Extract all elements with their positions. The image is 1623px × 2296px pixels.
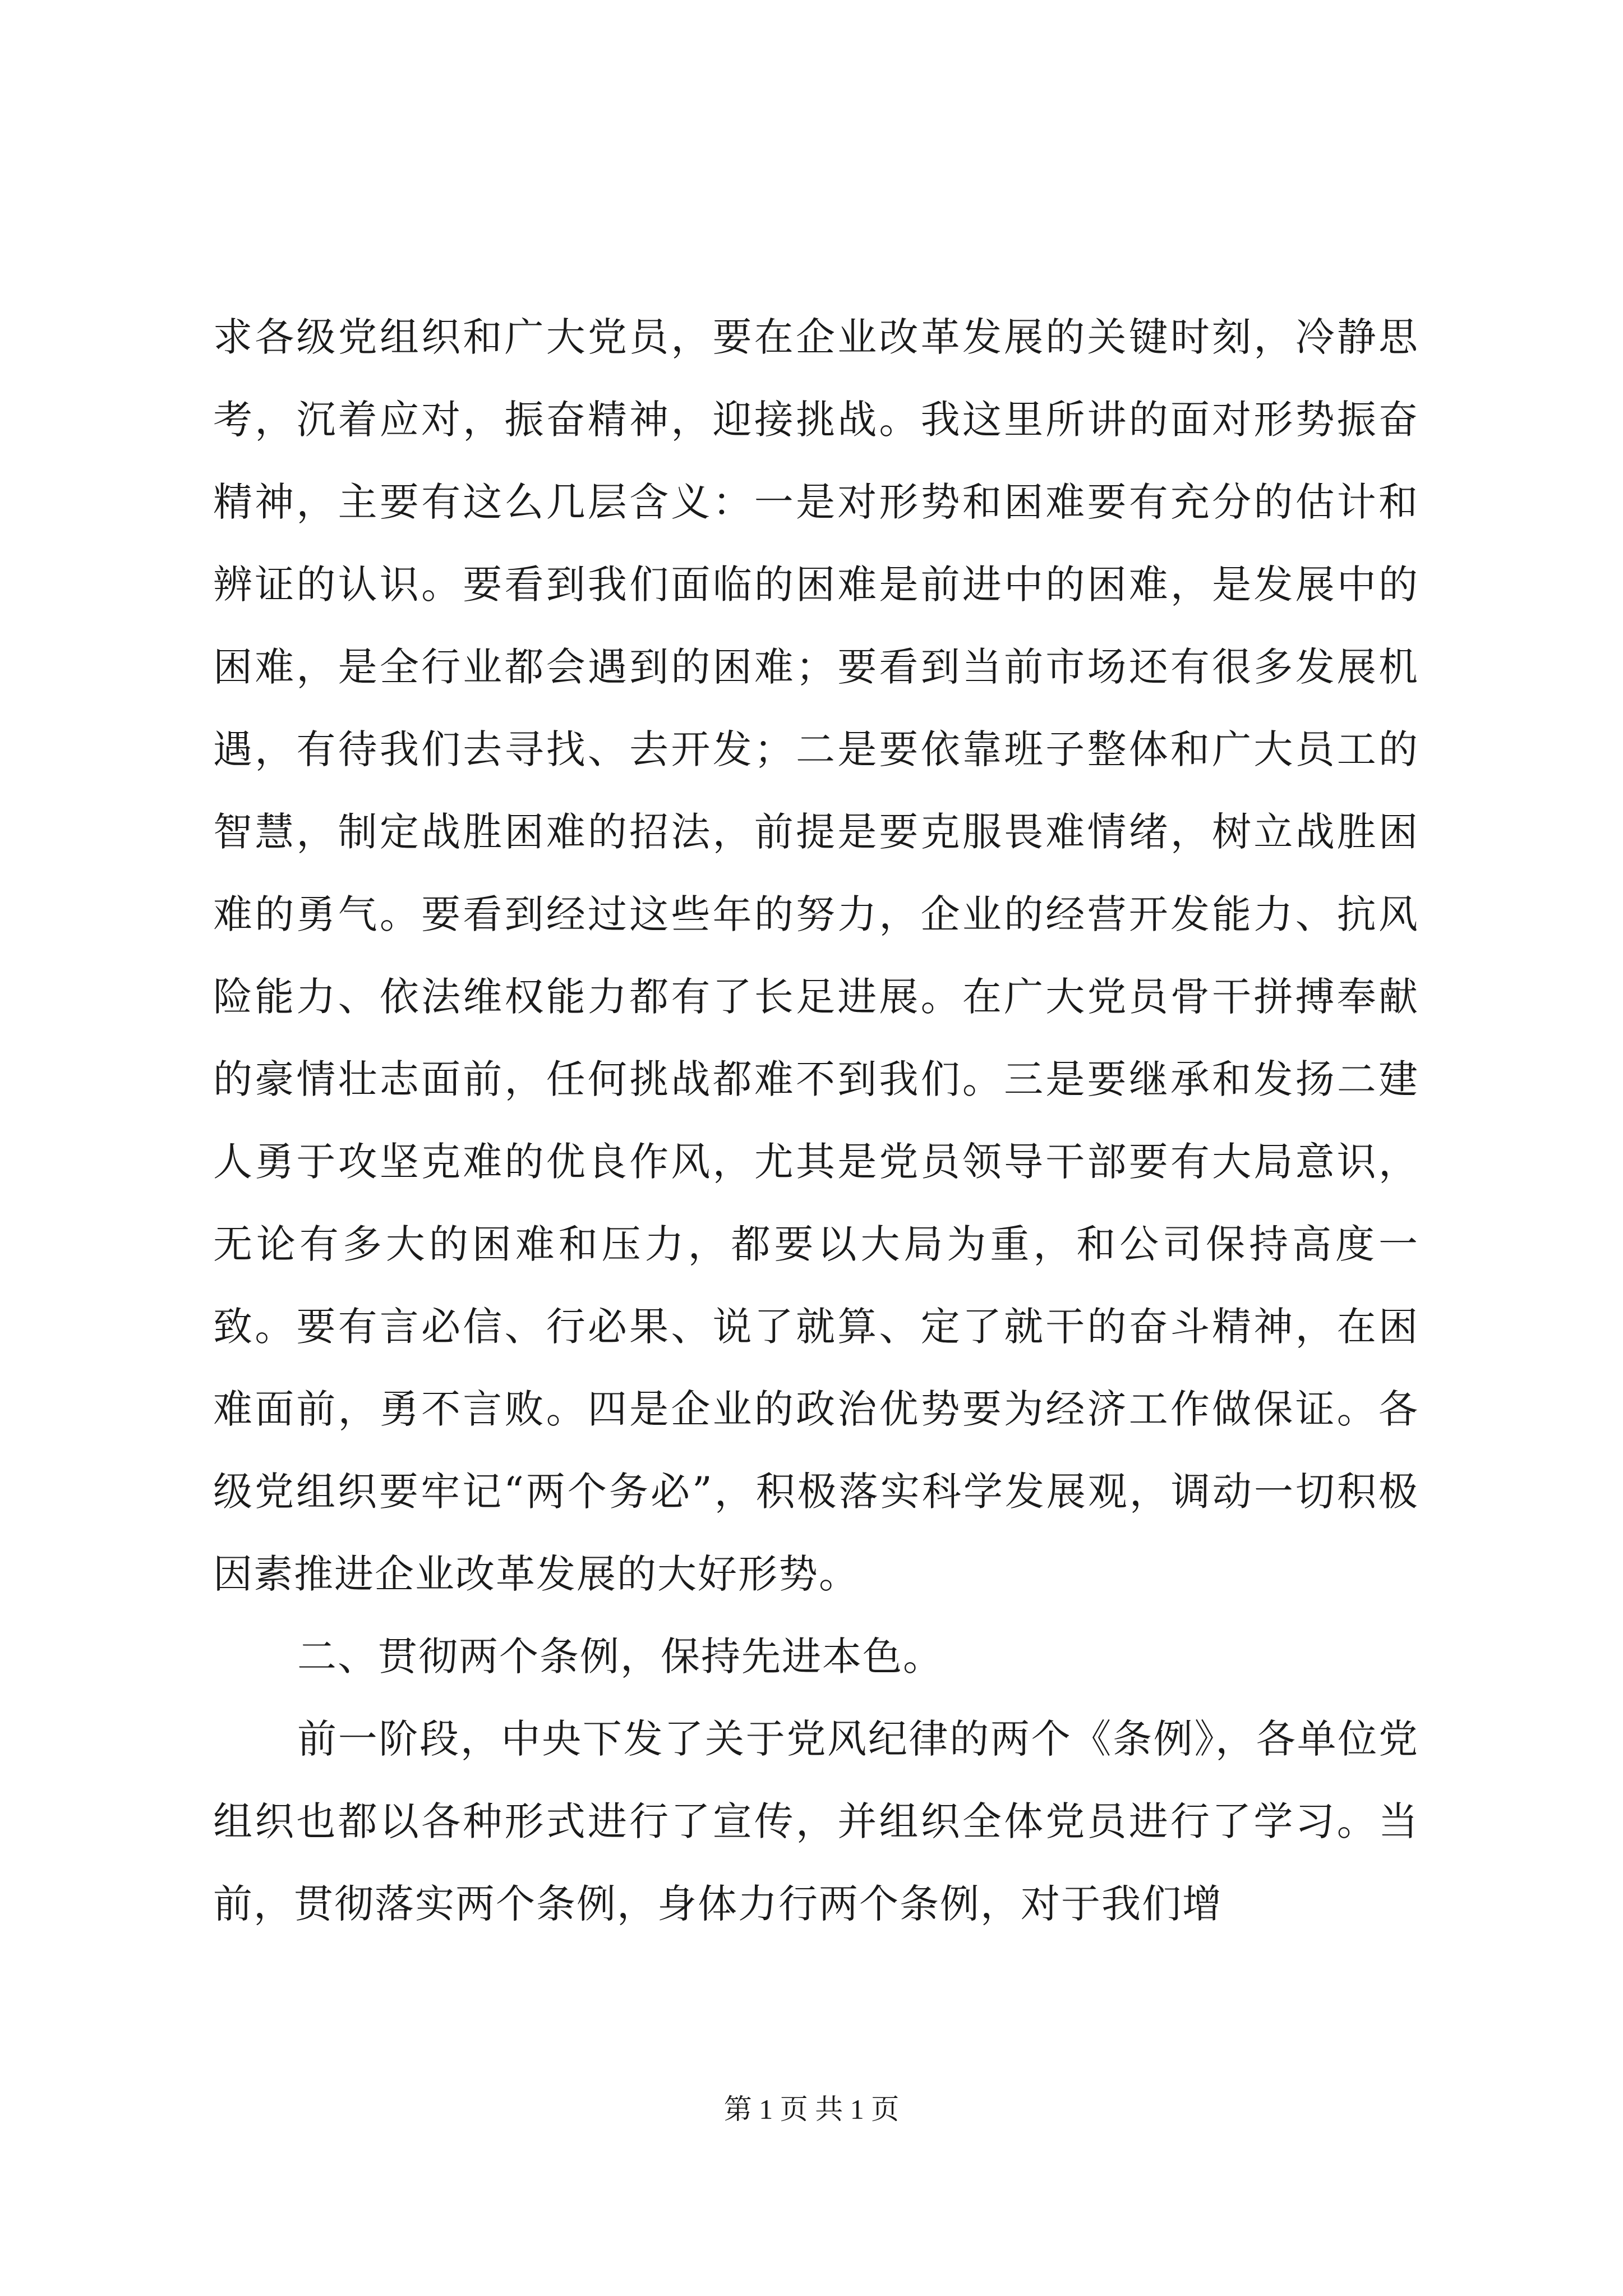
page-footer: 第 1 页 共 1 页 <box>723 2093 900 2125</box>
paragraph: 前一阶段，中央下发了关于党风纪律的两个《条例》，各单位党组织也都以各种形式进行了宣传，并组织全体党员进行了学习。当前，贯彻落实两个条例，身体力行两个条例，对于我们增 <box>213 1716 1419 1927</box>
paragraph-continuation: 求各级党组织和广大党员，要在企业改革发展的关键时刻，冷静思考，沉着应对，振奋精神，迎接挑战。我这里所讲的面对形势振奋精神，主要有这么几层含义：一是对形势和困难要有充分的估计和辨证的认识。要看到我们面临的困难是前进中的困难，是发展中的困难，是全行业都会遇到的困难；要看到当前市场还有很多发展机遇，有待我们去寻找、去开发；二是要依靠班子整体和广大员工的智慧，制定战胜困难的招法，前提是要克服畏难情绪，树立战胜困难的勇气。要看到经过这些年的努力，企业的经营开发能力、抗风险能力、依法维权能力都有了长足进展。在广大党员骨干拼搏奉献的豪情壮志面前，任何挑战都难不到我们。三是要继承和发扬二建人勇于攻坚克难的优良作风，尤其是党员领导干部要有大局意识，无论有多大的困难和压力，都要以大局为重，和公司保持高度一致。要有言必信、行必果、说了就算、定了就干的奋斗精神，在困难面前，勇不言败。四是企业的政治优势要为经济工作做保证。各级党组织要牢记“两个务必”，积极落实科学发展观，调动一切积极因素推进企业改革发展的大好形势。 <box>213 314 1419 1597</box>
document-body <box>213 296 1419 1945</box>
section-heading: 二、贯彻两个条例，保持先进本色。 <box>297 1634 943 1680</box>
